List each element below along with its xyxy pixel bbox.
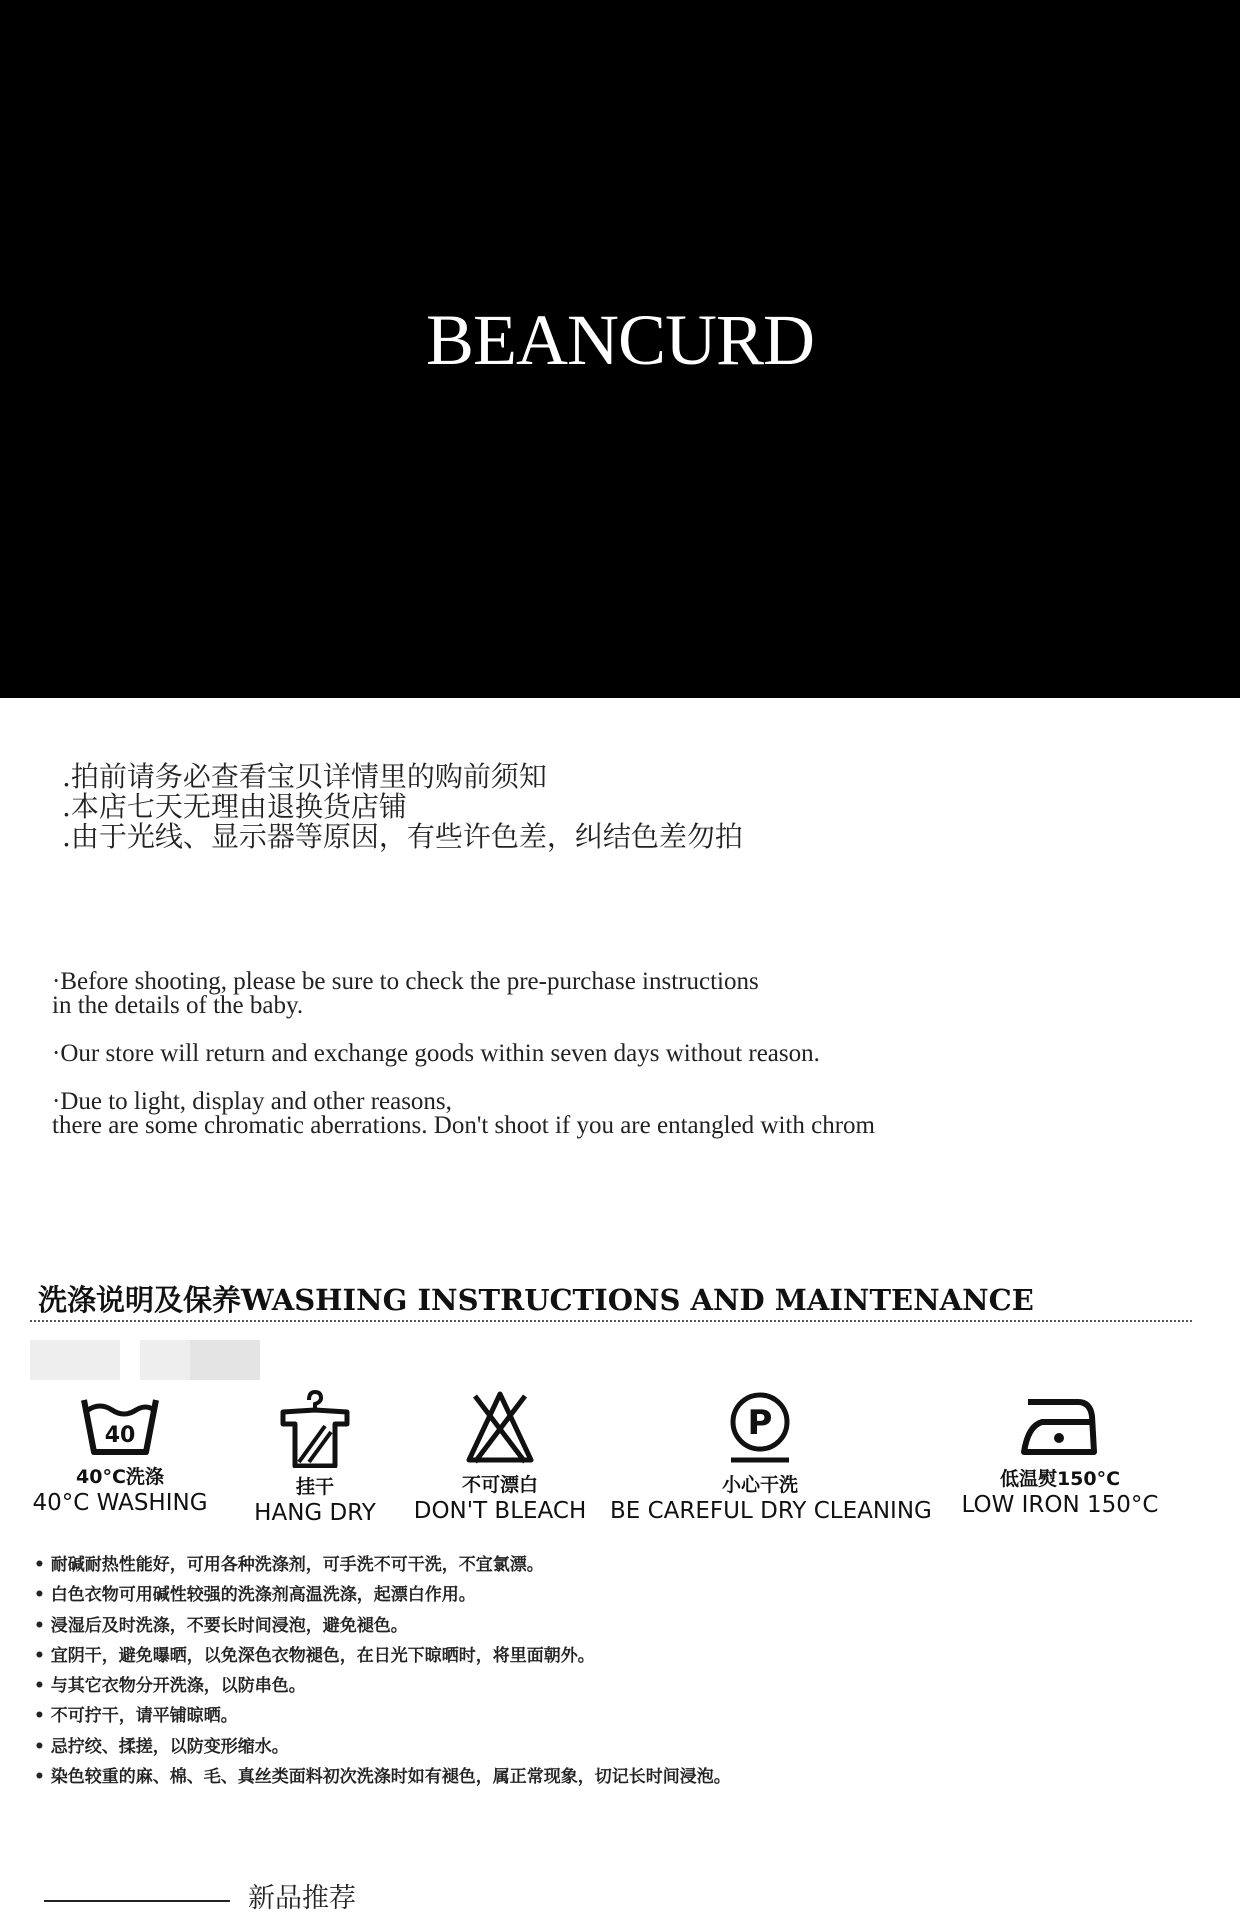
dry-clean-letter: P [747,1403,773,1443]
note-en-line: ·Before shooting, please be sure to check the pre-purchase instructions [52,968,759,995]
care-rule: • 宜阴干，避免曝晒，以免深色衣物褪色，在日光下晾晒时，将里面朝外。 [34,1645,595,1666]
note-en-line: there are some chromatic aberrations. Don't shoot if you are entangled with chrom [52,1112,875,1139]
brand-banner [0,0,1240,698]
note-en-paragraph [52,970,1202,1018]
care-label-cn: 挂干 [295,1476,334,1498]
care-symbols [0,1390,1240,1530]
care-label-en: BE CAREFUL DRY CLEANING [610,1498,932,1524]
care-label-cn: 40°C洗涤 [76,1466,164,1488]
care-item-hang [240,1390,390,1528]
iron-low-icon [1020,1390,1100,1460]
no-bleach-icon [465,1390,535,1466]
care-item-bleach [405,1390,595,1526]
purchase-notes-cn [62,762,1162,852]
note-en-line: in the details of the baby. [52,992,304,1019]
note-cn-line: .拍前请务必查看宝贝详情里的购前须知 [62,760,547,793]
section-divider [44,1900,230,1902]
dotted-divider [30,1320,1192,1322]
dry-clean-p-icon [725,1390,795,1466]
care-rule: • 染色较重的麻、棉、毛、真丝类面料初次洗涤时如有褪色，属正常现象，切记长时间浸泡。 [34,1767,731,1788]
wash-temp-label: 40 [104,1423,136,1448]
care-item-wash [30,1390,210,1518]
note-cn-line: .由于光线、显示器等原因，有些许色差，纠结色差勿拍 [62,820,743,853]
care-label-en: HANG DRY [254,1500,376,1526]
care-rule: • 浸湿后及时洗涤，不要长时间浸泡，避免褪色。 [34,1615,408,1636]
note-en-line: ·Our store will return and exchange goods within seven days without reason. [52,1040,820,1067]
care-rules-list [34,1550,1184,1792]
brand-logo: BEANCURD [425,300,815,380]
care-rule: • 忌拧绞、揉搓，以防变形缩水。 [34,1736,289,1757]
care-item-dryclean [610,1390,932,1526]
wash-40-icon [78,1390,162,1458]
care-rule: • 不可拧干，请平铺晾晒。 [34,1706,238,1727]
care-label-en: 40°C WASHING [32,1490,208,1516]
care-rule: • 与其它衣物分开洗涤，以防串色。 [34,1676,306,1697]
care-rule: • 白色衣物可用碱性较强的洗涤剂高温洗涤，起漂白作用。 [34,1585,476,1606]
faded-artifact [30,1340,120,1380]
care-label-cn: 低温熨150°C [999,1468,1121,1490]
washing-title: 洗涤说明及保养WASHING INSTRUCTIONS AND MAINTENANCE [38,1283,1034,1317]
note-en-paragraph [52,1090,1202,1138]
care-label-en: DON'T BLEACH [413,1498,587,1524]
note-cn-line: .本店七天无理由退换货店铺 [62,790,407,823]
care-label-cn: 小心干洗 [721,1474,798,1496]
care-rule: • 耐碱耐热性能好，可用各种洗涤剂，可手洗不可干洗，不宜氯漂。 [34,1555,544,1575]
note-en-line: ·Due to light, display and other reasons, [52,1088,452,1115]
note-en-paragraph [52,1042,1202,1066]
care-label-en: LOW IRON 150°C [961,1492,1159,1518]
purchase-notes-en [52,970,1202,1162]
faded-artifact [190,1340,260,1380]
care-item-iron [950,1390,1170,1520]
hang-dry-icon [273,1390,357,1468]
care-label-cn: 不可漂白 [461,1474,538,1496]
new-arrivals-heading: 新品推荐 [248,1883,356,1914]
